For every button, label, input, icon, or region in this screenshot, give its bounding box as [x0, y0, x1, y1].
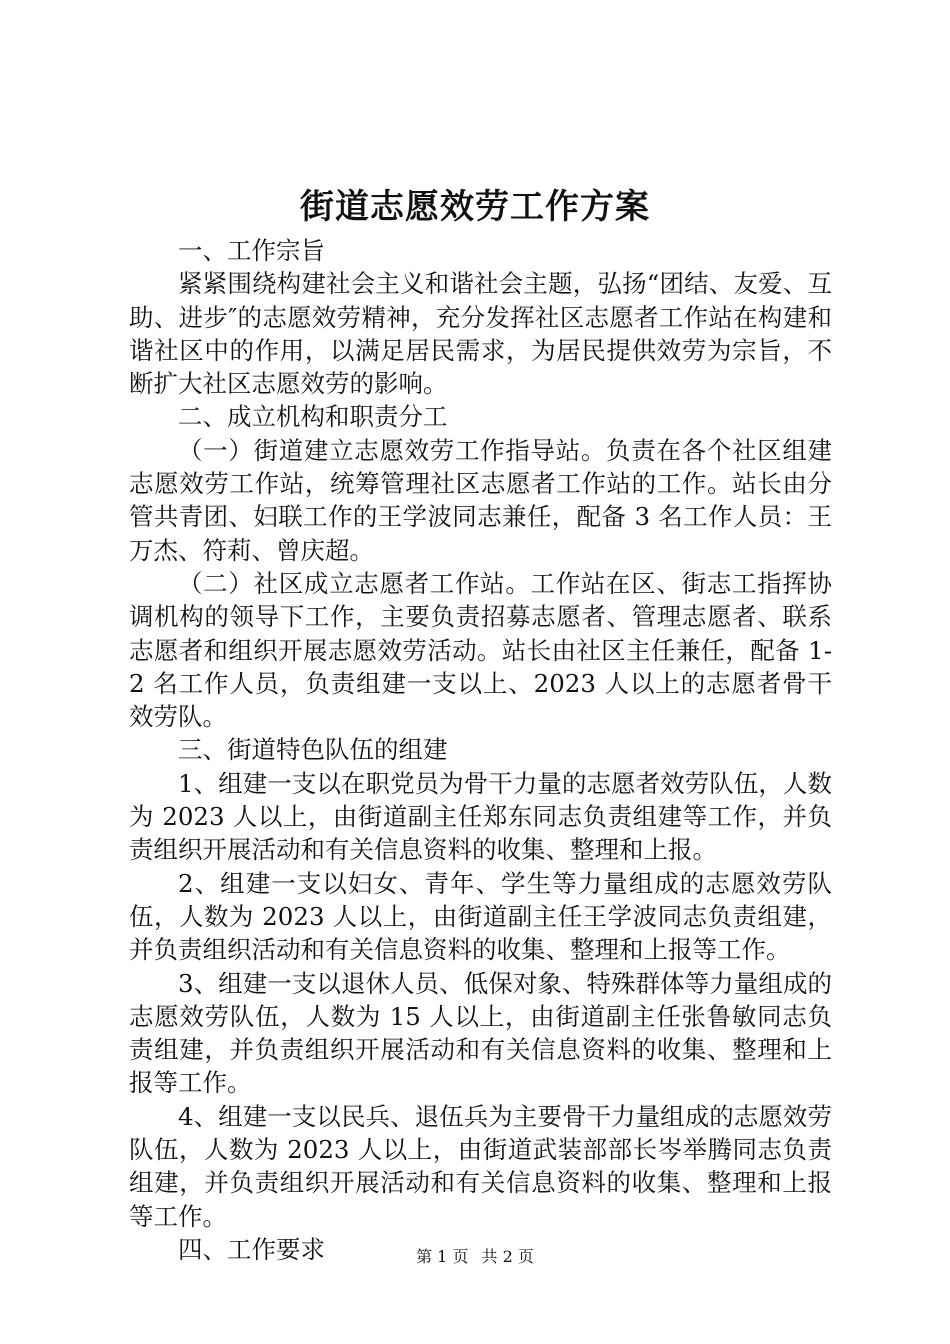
page-number: 第 1 页: [416, 1247, 469, 1266]
page-total: 共 2 页: [481, 1247, 534, 1266]
paragraph: （一）街道建立志愿效劳工作指导站。负责在各个社区组建志愿效劳工作站，统筹管理社区志愿者工作站的工作。站长由分管共青团、妇联工作的王学波同志兼任，配备 3 名工作人员：王万杰、符莉、曾庆超。: [129, 435, 832, 565]
paragraph: 2、组建一支以妇女、青年、学生等力量组成的志愿效劳队伍，人数为 2023 人以上，由街道副主任王学波同志负责组建，并负责组织活动和有关信息资料的收集、整理和上报等工作。: [129, 868, 832, 965]
section-heading: 一、工作宗旨: [178, 236, 325, 265]
paragraph: 3、组建一支以退休人员、低保对象、特殊群体等力量组成的志愿效劳队伍，人数为 15 人以上，由街道副主任张鲁敏同志负责组建，并负责组织开展活动和有关信息资料的收集、整理和上报等工作。: [129, 968, 832, 1098]
paragraph: 1、组建一支以在职党员为骨干力量的志愿者效劳队伍，人数为 2023 人以上，由街道副主任郑东同志负责组建等工作，并负责组织开展活动和有关信息资料的收集、整理和上报。: [129, 768, 832, 865]
section-heading: 四、工作要求: [178, 1234, 325, 1264]
paragraph: （二）社区成立志愿者工作站。工作站在区、街志工指挥协调机构的领导下工作，主要负责招募志愿者、管理志愿者、联系志愿者和组织开展志愿效劳活动。站长由社区主任兼任，配备 1-2 名工作人员，负责组建一支以上、2023 人以上的志愿者骨干效劳队。: [129, 568, 832, 732]
paragraph: 4、组建一支以民兵、退伍兵为主要骨干力量组成的志愿效劳队伍，人数为 2023 人以上，由街道武装部部长岑举腾同志负责组建，并负责组织开展活动和有关信息资料的收集、整理和上报等工作。: [129, 1101, 832, 1231]
section-heading: 二、成立机构和职责分工: [178, 402, 448, 432]
document-body: [129, 234, 832, 1266]
section-heading: 三、街道特色队伍的组建: [178, 735, 448, 765]
page-footer: [0, 1246, 950, 1268]
page-title: 街道志愿效劳工作方案: [300, 187, 650, 227]
paragraph: 紧紧围绕构建社会主义和谐社会主题，弘扬“团结、友爱、互助、进步″的志愿效劳精神，充分发挥社区志愿者工作站在构建和谐社区中的作用，以满足居民需求，为居民提供效劳为宗旨，不断扩大社区志愿效劳的影响。: [129, 269, 832, 399]
